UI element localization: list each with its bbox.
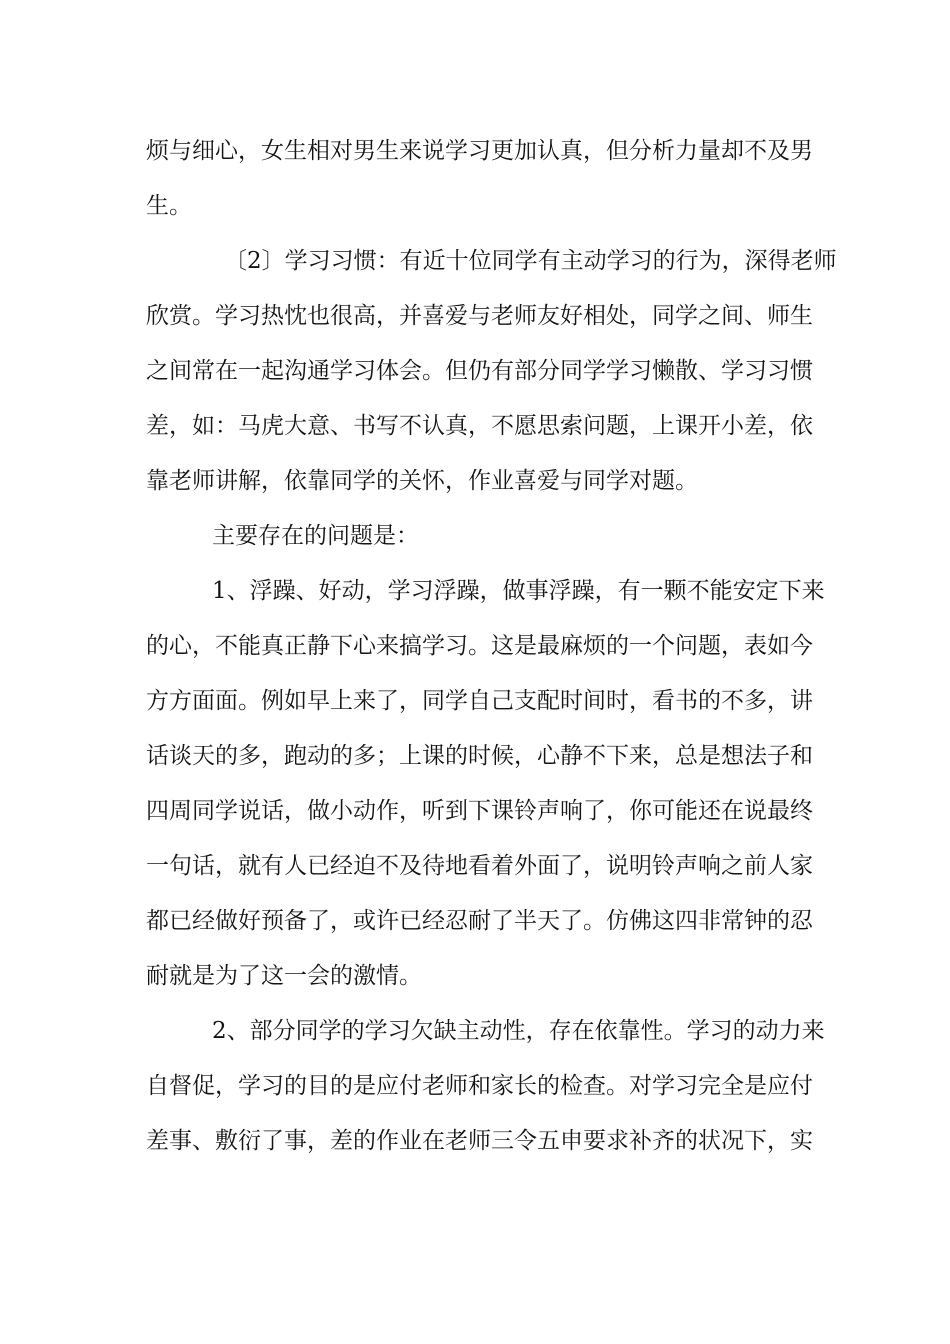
text-line: 〔2〕学习习惯：有近十位同学有主动学习的行为，深得老师 xyxy=(224,248,837,274)
text-line: 四周同学说话，做小动作，听到下课铃声响了，你可能还在说最终 xyxy=(146,798,813,824)
text-line: 话谈天的多，跑动的多；上课的时候，心静不下来，总是想法子和 xyxy=(146,743,813,769)
text-line: 靠老师讲解，依靠同学的关怀，作业喜爱与同学对题。 xyxy=(146,468,698,494)
text-line: 差，如：马虎大意、书写不认真，不愿思索问题，上课开小差，依 xyxy=(146,413,813,439)
text-line: 2、部分同学的学习欠缺主动性，存在依靠性。学习的动力来 xyxy=(212,1018,825,1044)
text-line: 1、浮躁、好动，学习浮躁，做事浮躁，有一颗不能安定下来 xyxy=(212,578,825,604)
text-line: 主要存在的问题是： xyxy=(212,523,419,549)
text-line: 的心，不能真正静下心来搞学习。这是最麻烦的一个问题，表如今 xyxy=(146,633,813,659)
document-body xyxy=(146,129,837,1174)
text-line: 耐就是为了这一会的激情。 xyxy=(146,963,422,989)
text-line: 之间常在一起沟通学习体会。但仍有部分同学学习懒散、学习习惯 xyxy=(146,358,813,384)
text-line: 差事、敷衍了事，差的作业在老师三令五申要求补齐的状况下，实 xyxy=(146,1128,813,1154)
text-line: 烦与细心，女生相对男生来说学习更加认真，但分析力量却不及男 xyxy=(146,138,813,164)
text-line: 自督促，学习的目的是应付老师和家长的检查。对学习完全是应付 xyxy=(146,1073,813,1099)
text-line: 欣赏。学习热忱也很高，并喜爱与老师友好相处，同学之间、师生 xyxy=(146,303,813,329)
text-line: 生。 xyxy=(146,193,192,219)
text-line: 方方面面。例如早上来了，同学自己支配时间时，看书的不多，讲 xyxy=(146,688,813,714)
text-line: 一句话，就有人已经迫不及待地看着外面了，说明铃声响之前人家 xyxy=(146,853,813,879)
text-line: 都已经做好预备了，或许已经忍耐了半天了。仿佛这四非常钟的忍 xyxy=(146,908,813,934)
